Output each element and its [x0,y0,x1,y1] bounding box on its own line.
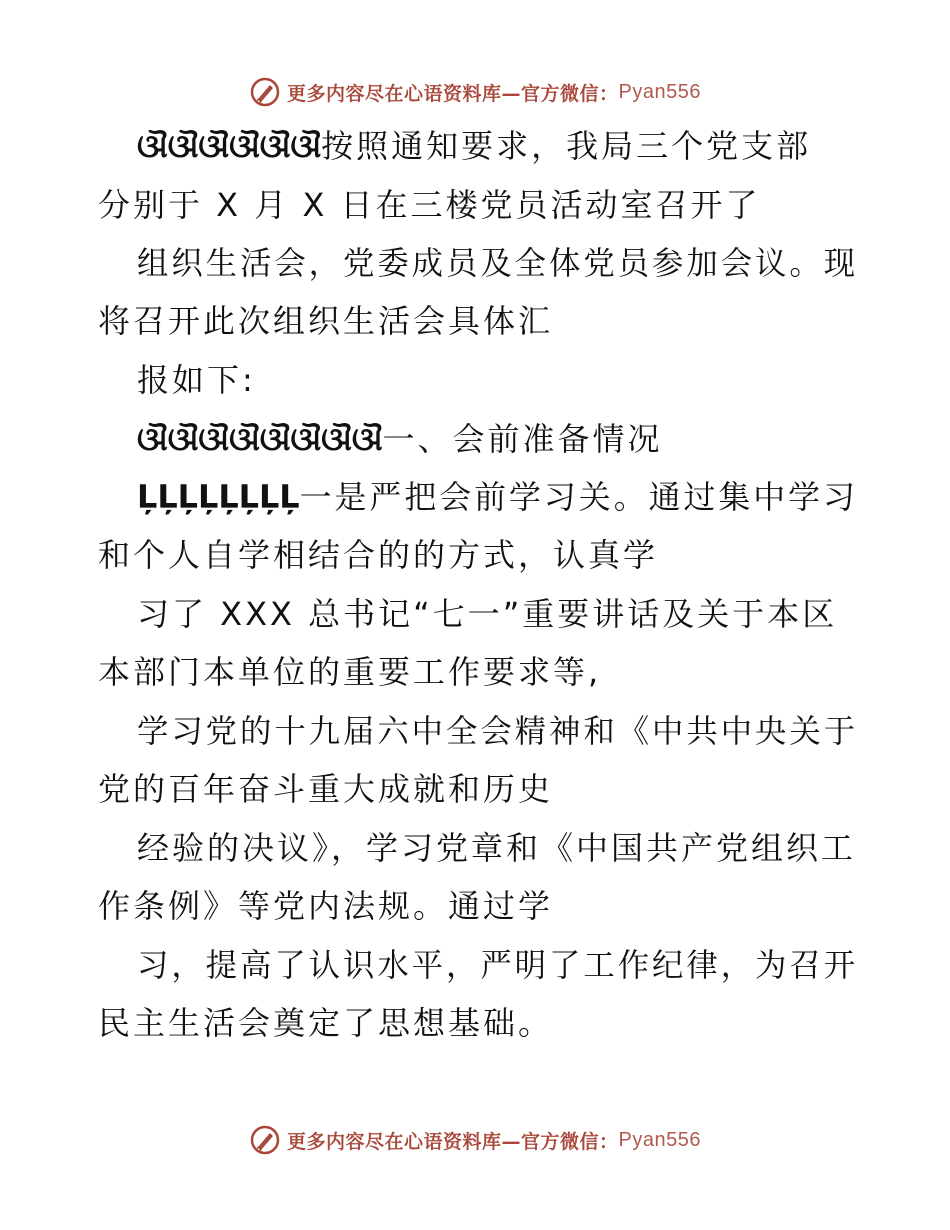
paragraph-line [98,652,601,692]
line-text: 报如下: [137,361,256,399]
section-heading [137,419,663,459]
line-text: 本部门本单位的重要工作要求等, [98,653,602,691]
paragraph-line [137,243,858,283]
pen-logo-icon [249,1124,281,1156]
decorative-glyphs: ଔଔଔଔଔଔଔଔ [137,420,383,458]
line-text: 分别于 X 月 X 日在三楼党员活动室召开了 [98,186,761,224]
line-text: 一是严把会前学习关。通过集中学习 [299,478,858,516]
paragraph-line [98,886,553,926]
footer-watermark-banner [0,1120,950,1160]
line-text: 将召开此次组织生活会具体汇 [98,302,554,340]
line-text: 学习党的十九届六中全会精神和《中共中央关于 [137,712,859,750]
line-text: 习，提高了认识水平，严明了工作纪律，为召开 [137,946,859,984]
paragraph-line [137,594,837,634]
paragraph-line [137,477,858,517]
line-text: 按照通知要求，我局三个党支部 [321,127,812,165]
line-text: 一、会前准备情况 [382,420,663,458]
line-text: 民主生活会奠定了思想基础。 [98,1004,554,1042]
banner-text: 更多内容尽在心语资料库—官方微信： [287,82,619,105]
line-text: 和个人自学相结合的的方式，认真学 [98,536,659,574]
decorative-glyphs: ଔଔଔଔଔଔ [137,127,322,165]
paragraph-line [98,1003,553,1043]
line-text: 党的百年奋斗重大成就和历史 [98,770,554,808]
paragraph-line [137,945,858,985]
wechat-id: Pyan556 [618,80,701,103]
paragraph-line [98,535,658,575]
paragraph-line [98,185,761,225]
banner-text: 更多内容尽在心语资料库—官方微信： [287,1130,619,1153]
paragraph-line [98,769,553,809]
paragraph-line [137,711,858,751]
paragraph-line [137,828,856,868]
line-text: 作条例》等党内法规。通过学 [98,887,554,925]
paragraph-line [137,126,811,166]
paragraph-line [98,301,553,341]
paragraph-line [137,360,256,400]
line-text: 组织生活会，党委成员及全体党员参加会议。现 [137,244,859,282]
line-text: 经验的决议》，学习党章和《中国共产党组织工 [137,829,857,867]
line-text: 习了 XXX 总书记“七一”重要讲话及关于本区 [137,595,838,633]
wechat-id: Pyan556 [618,1128,701,1151]
decorative-glyphs: ĻĻĻĻĻĻĻĻ [137,478,300,516]
